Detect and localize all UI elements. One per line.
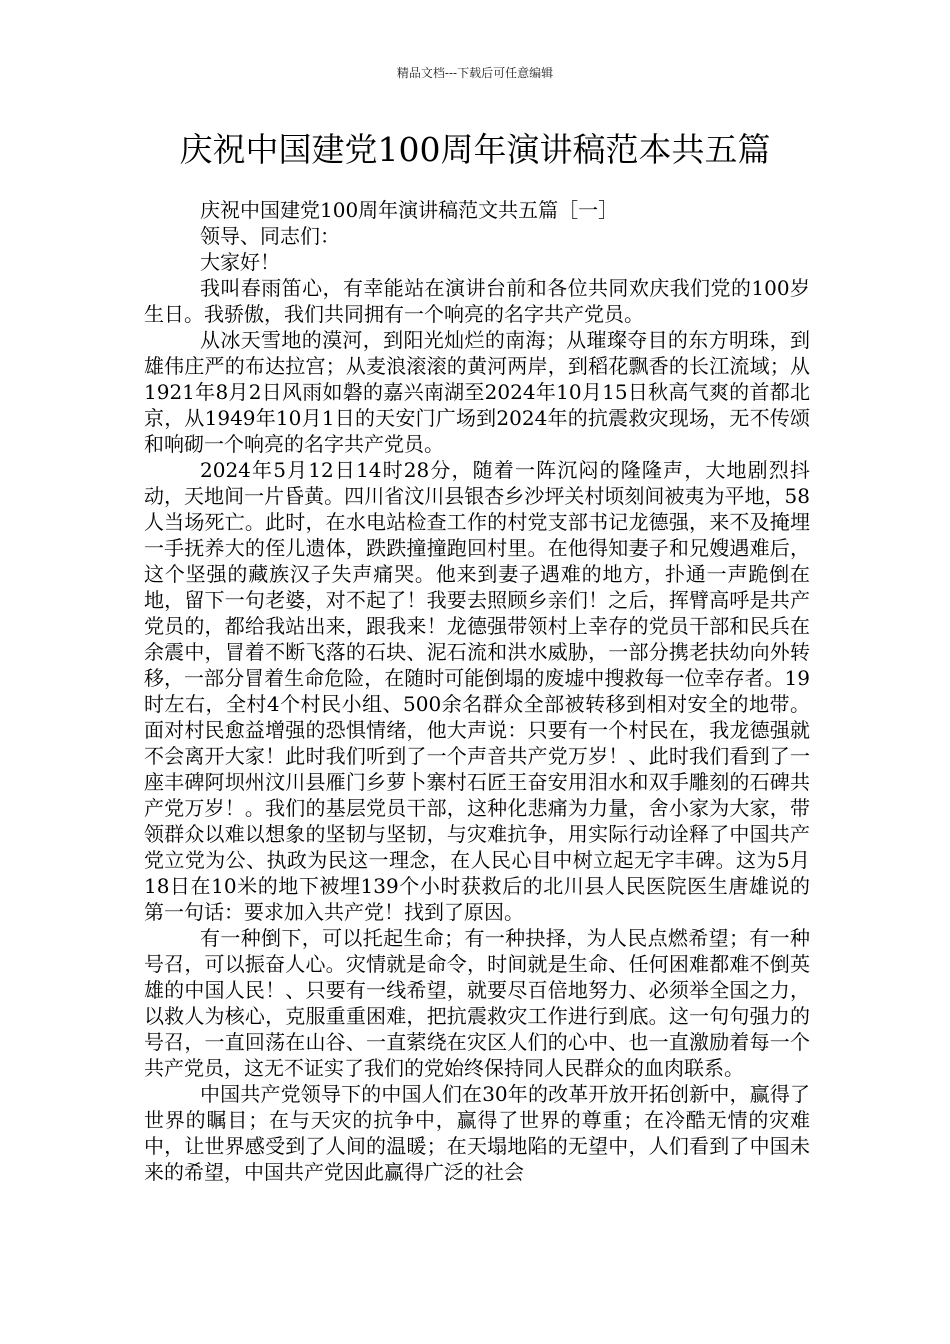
paragraph-1: 我叫春雨笛心，有幸能站在演讲台前和各位共同欢庆我们党的100岁生日。我骄傲，我们共同拥有一个响亮的名字共产党员。 <box>144 276 810 326</box>
paragraph-4: 有一种倒下，可以托起生命；有一种抉择，为人民点燃希望；有一种号召，可以振奋人心。灾情就是命令，时间就是生命、任何困难都难不倒英雄的中国人民！、只要有一线希望，就要尽百倍地努力、必须举全国之力，以救人为核心，克服重重困难，把抗震救灾工作进行到底。这一句句强力的号召，一直回荡在山谷、一直萦绕在灾区人们的心中、也一直激励着每一个共产党员，这无不证实了我们的党始终保持同人民群众的血肉联系。 <box>144 926 810 1080</box>
greeting: 大家好！ <box>200 250 280 274</box>
document-title: 庆祝中国建党100周年演讲稿范本共五篇 <box>179 130 771 169</box>
header-note: 精品文档---下载后可任意编辑 <box>396 66 554 80</box>
paragraph-2: 从冰天雪地的漠河，到阳光灿烂的南海；从璀璨夺目的东方明珠，到雄伟庄严的布达拉宫；从麦浪滚滚的黄河两岸，到稻花飘香的长江流域；从1921年8月2日风雨如磐的嘉兴南湖至2024年10月15日秋高气爽的首都北京，从1949年10月1日的天安门广场到2024年的抗震救灾现场，无不传颂和响砌一个响亮的名字共产党员。 <box>144 328 810 456</box>
subtitle: 庆祝中国建党100周年演讲稿范文共五篇［一］ <box>200 198 619 222</box>
document-body <box>144 197 810 1185</box>
salutation: 领导、同志们： <box>200 224 340 248</box>
paragraph-5: 中国共产党领导下的中国人们在30年的改革开放开拓创新中，赢得了世界的瞩目；在与天灾的抗争中，赢得了世界的尊重；在冷酷无情的灾难中，让世界感受到了人间的温暖；在天塌地陷的无望中，人们看到了中国未来的希望，中国共产党因此赢得广泛的社会 <box>144 1082 810 1184</box>
paragraph-3: 2024年5月12日14时28分，随着一阵沉闷的隆隆声，大地剧烈抖动，天地间一片昏黄。四川省汶川县银杏乡沙坪关村顷刻间被夷为平地，58人当场死亡。此时，在水电站检查工作的村党支部书记龙德强，来不及掩埋一手抚养大的侄儿遗体，跌跌撞撞跑回村里。在他得知妻子和兄嫂遇难后，这个坚强的藏族汉子失声痛哭。他来到妻子遇难的地方，扑通一声跪倒在地，留下一句老婆，对不起了！我要去照顾乡亲们！之后，挥臂高呼是共产党员的，都给我站出来，跟我来！龙德强带领村上幸存的党员干部和民兵在余震中，冒着不断飞落的石块、泥石流和洪水威胁，一部分携老扶幼向外转移，一部分冒着生命危险，在随时可能倒塌的废墟中搜救每一位幸存者。19时左右，全村4个村民小组、500余名群众全部被转移到相对安全的地带。面对村民愈益增强的恐惧情绪，他大声说：只要有一个村民在，我龙德强就不会离开大家！此时我们听到了一个声音共产党万岁！、此时我们看到了一座丰碑阿坝州汶川县雁门乡萝卜寨村石匠王奋安用泪水和双手雕刻的石碑共产党万岁！。我们的基层党员干部，这种化悲痛为力量，舍小家为大家，带领群众以难以想象的坚韧与坚韧，与灾难抗争，用实际行动诠释了中国共产党立党为公、执政为民这一理念，在人民心目中树立起无字丰碑。这为5月18日在10米的地下被埋139个小时获救后的北川县人民医院医生唐雄说的第一句话：要求加入共产党！找到了原因。 <box>144 458 810 924</box>
